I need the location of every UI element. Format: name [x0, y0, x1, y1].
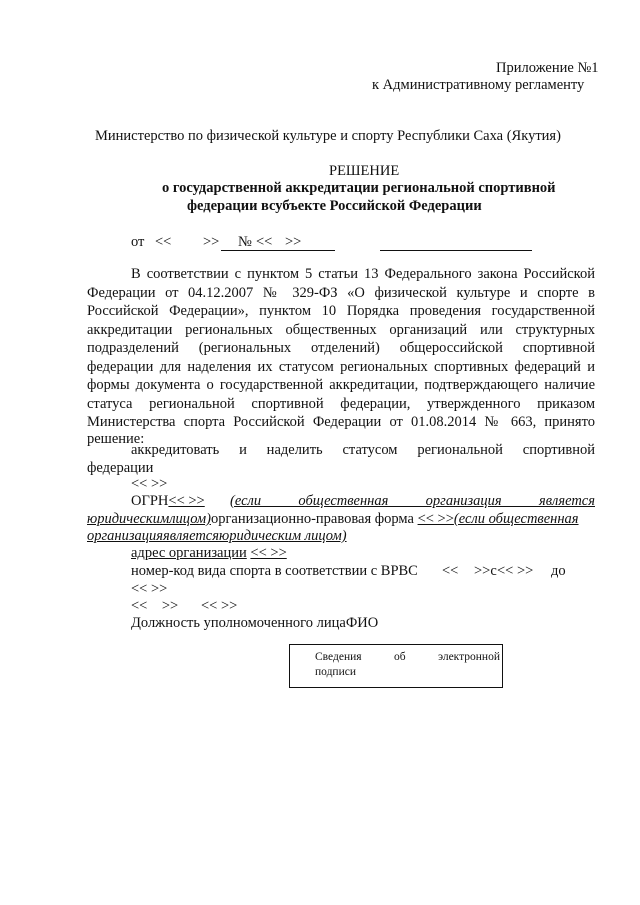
- electronic-signature-box: [289, 644, 503, 688]
- address-value: << >>: [250, 545, 287, 561]
- number-open-quote: <<: [256, 234, 273, 250]
- document-subtitle-line1: о государственной аккредитации региональной спортивной: [162, 180, 556, 196]
- legal-form-label: организационно-правовая форма: [210, 511, 414, 527]
- date-open-quote: <<: [155, 234, 172, 250]
- number-sign: №: [238, 234, 252, 250]
- legal-form-line: [87, 511, 579, 528]
- sport-code-label: номер-код вида спорта в соответствии с ВРВС: [131, 563, 418, 579]
- signature-line1: Сведения об электронной: [315, 651, 500, 663]
- document-title: РЕШЕНИЕ: [329, 163, 400, 179]
- address-label: адрес организации: [131, 545, 247, 561]
- regulation-label: к Административному регламенту: [372, 77, 585, 93]
- sport-code-until: до: [551, 563, 566, 579]
- legal-form-value: << >>: [417, 511, 454, 527]
- body-line: Министерства спорта Российской Федерации от 01.08.2014 № 663, принято: [87, 414, 595, 430]
- number-placeholder: << >>: [201, 598, 238, 614]
- date-prefix: от: [131, 234, 145, 250]
- body-line: подразделений (региональных отделений) общероссийской спортивной: [87, 340, 595, 356]
- ministry-name: Министерство по физической культуре и спорту Республики Саха (Якутия): [95, 128, 561, 144]
- ogrn-value: << >>: [168, 493, 205, 509]
- address-line: [131, 545, 287, 562]
- body-line: В соответствии с пунктом 5 статьи 13 Федерального закона Российской: [131, 266, 595, 282]
- accredit-line1: аккредитовать и наделить статусом региональной спортивной: [131, 442, 595, 458]
- body-line: статуса региональной спортивной федерации, утвержденного приказом: [87, 395, 595, 412]
- official-position-name: Должность уполномоченного лицаФИО: [131, 615, 379, 631]
- decision-word: решение:: [87, 431, 145, 447]
- accredit-line2: федерации: [87, 460, 154, 476]
- date-placeholder: << >>: [131, 598, 179, 614]
- body-line: аккредитации региональных общественных организаций или структурных: [87, 321, 595, 338]
- ogrn-line: [131, 493, 595, 510]
- legal-form-condition: (если общественная: [453, 511, 579, 527]
- legal-form-note: организацияявляетсяюридическим лицом): [87, 528, 347, 544]
- organization-name-placeholder: << >>: [131, 476, 168, 492]
- number-close-quote: >>: [285, 234, 302, 250]
- signature-blank-line: [380, 250, 532, 251]
- body-line: формы документа о государственной аккредитации, подтверждающего наличие: [87, 377, 595, 393]
- legal-entity-note: юридическимлицом): [87, 511, 211, 527]
- body-line: федерации для наделения их статусом региональных спортивных федераций и: [87, 358, 595, 375]
- date-close-quote: >>: [203, 234, 220, 250]
- ogrn-label: ОГРН: [131, 493, 169, 509]
- body-line: Федерации от 04.12.2007 № 329-ФЗ «О физической культуре и спорте в: [87, 284, 595, 301]
- sport-code-value: << >>: [497, 563, 534, 579]
- body-line: Российской Федерации», пунктом 10 Порядка проведения государственной: [87, 303, 595, 319]
- appendix-label: Приложение №1: [496, 60, 599, 76]
- document-subtitle-line2: федерации всубъекте Российской Федерации: [187, 198, 482, 214]
- ogrn-condition: (если общественная организация является: [230, 493, 595, 509]
- validity-placeholder: << >>: [131, 581, 168, 597]
- signature-line2: подписи: [315, 666, 356, 678]
- sport-code-open-quote: <<: [442, 563, 459, 579]
- sport-code-close-quote: >>с: [474, 563, 497, 579]
